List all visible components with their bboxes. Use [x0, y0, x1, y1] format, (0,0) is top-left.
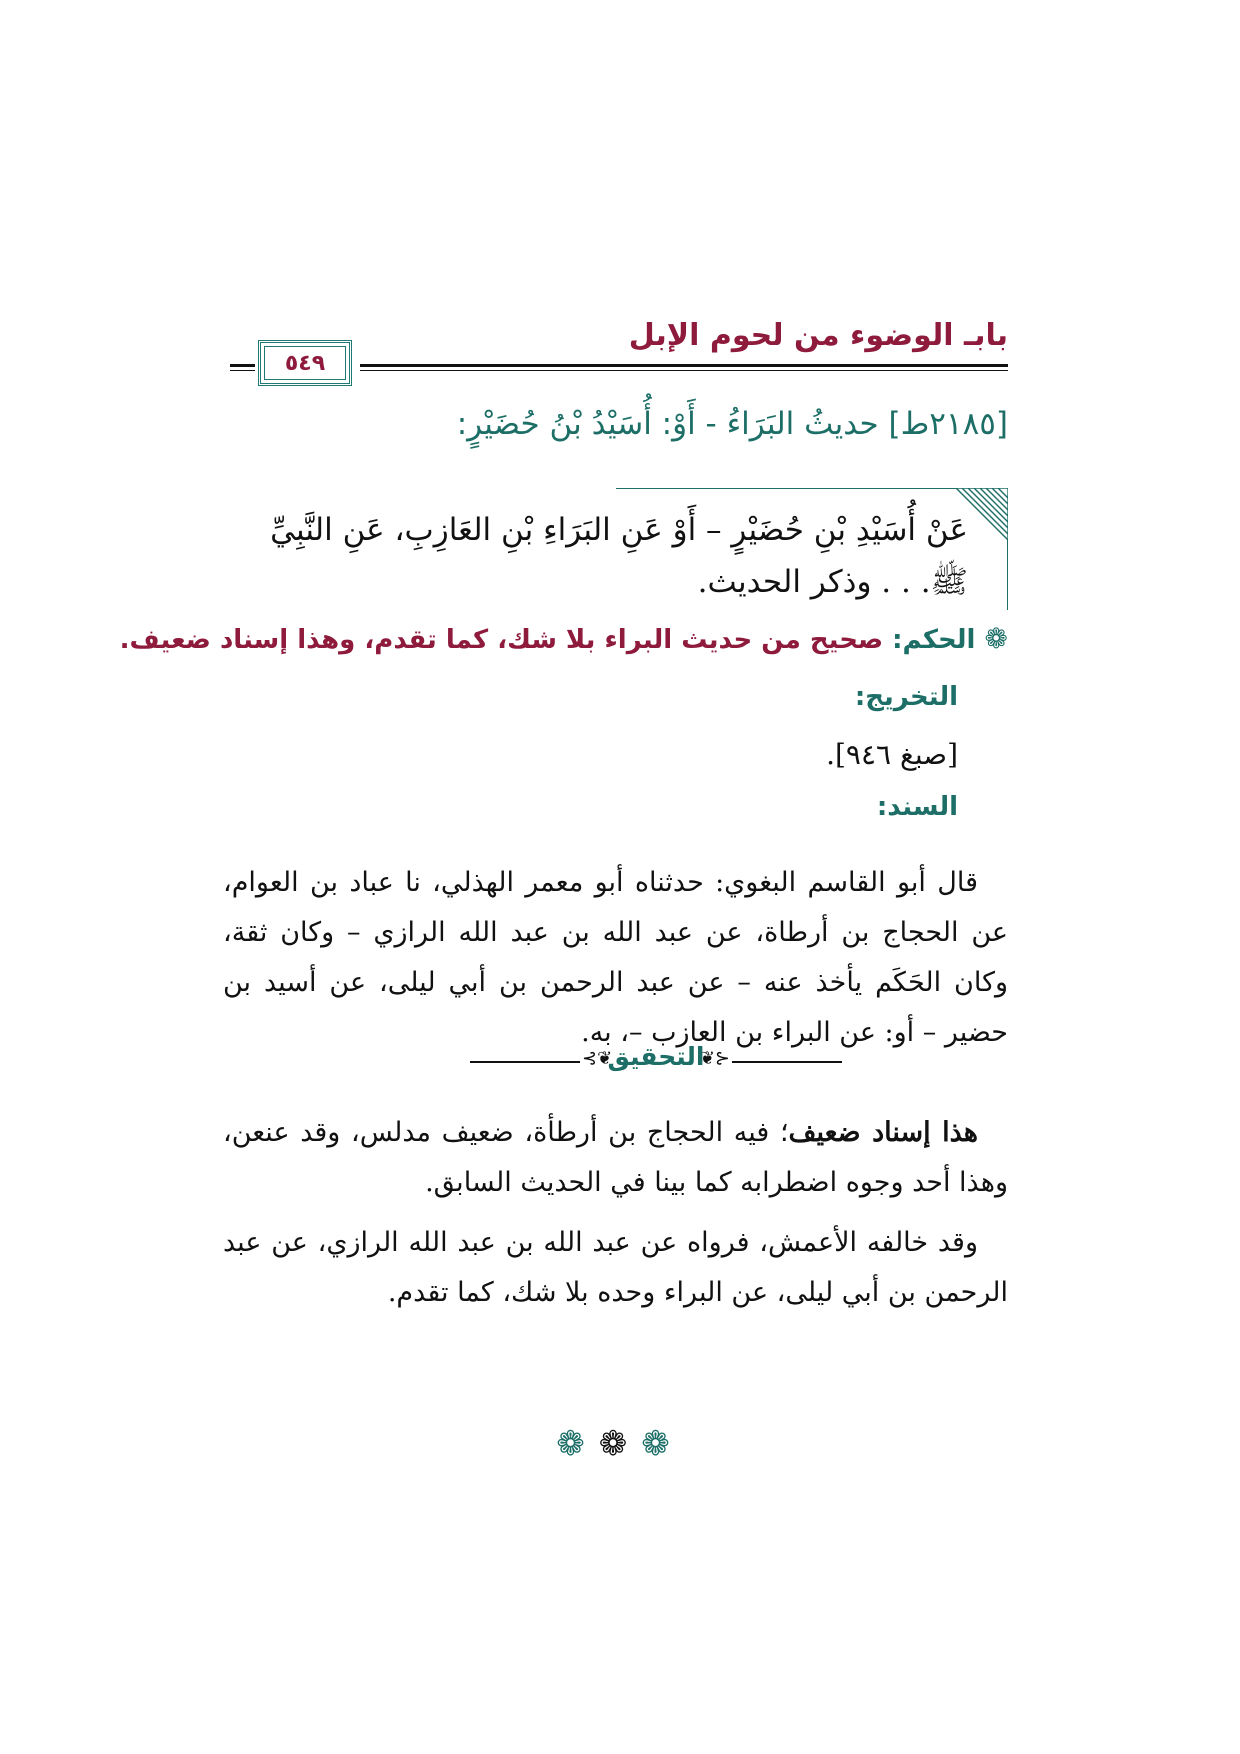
- hadith-heading-text: حديثُ البَرَاءُ - أَوْ: أُسَيْدُ بْنُ حُضَيْرٍ:: [456, 406, 879, 442]
- tahqiq-para2-text: وقد خالفه الأعمش، فرواه عن عبد الله بن عبد الله الرازي، عن عبد الرحمن بن أبي ليلى، عن البراء وحده بلا شك، كما تقدم.: [223, 1227, 1008, 1308]
- page-number: ٥٤٩: [264, 346, 346, 380]
- flower-icon: ❁: [984, 622, 1008, 655]
- header-rule-left-thin: [230, 370, 255, 371]
- chapter-title: بابـ الوضوء من لحوم الإبل: [628, 318, 1008, 353]
- scroll-ornament-icon: ⊰❦: [582, 1048, 613, 1069]
- hadith-box-side-line: [1007, 540, 1008, 610]
- hadith-number: [٢١٨٥ط]: [888, 406, 1008, 442]
- sanad-paragraph: [223, 858, 1008, 1058]
- flower-icon: ❁: [556, 1424, 599, 1464]
- tahqiq-paragraph-2: [223, 1218, 1008, 1318]
- tahqiq-para1-text: ؛ فيه الحجاج بن أرطأة، ضعيف مدلس، وقد عنعن، وهذا أحد وجوه اضطرابه كما بينا في الحديث السابق.: [223, 1117, 1008, 1198]
- takhrij-text: [صبغ ٩٤٦].: [826, 738, 958, 771]
- tahqiq-paragraph-1: [223, 1108, 1008, 1208]
- end-ornament: [0, 1424, 1240, 1464]
- flower-icon: ❁: [641, 1424, 684, 1464]
- header-rule-thin: [360, 370, 1008, 371]
- hadith-heading: [457, 406, 1008, 442]
- tahqiq-title: التحقيق: [607, 1042, 705, 1071]
- header-rule-left: [230, 364, 255, 367]
- ruling-line: [119, 622, 1008, 655]
- ruling-label: الحكم:: [892, 625, 976, 655]
- page-number-badge: [258, 340, 352, 386]
- tahqiq-bold-lead: هذا إسناد ضعيف: [788, 1117, 978, 1148]
- sanad-text: قال أبو القاسم البغوي: حدثناه أبو معمر الهذلي، نا عباد بن العوام، عن الحجاج بن أرطاة، عن عبد الله بن عبد الله الرازي – وكان ثقة، وكان الحَكَم يأخذ عنه – عن عبد الرحمن بن أبي ليلى، عن أسيد بن حضير – أو: عن البراء بن العازب –، به.: [223, 867, 1008, 1048]
- hadith-text: عَنْ أُسَيْدِ بْنِ حُضَيْرٍ – أَوْ عَنِ البَرَاءِ بْنِ العَازِبِ، عَنِ النَّبِيِّ ﷺ. . . وذكر الحديث.: [270, 512, 968, 600]
- header-rule: [360, 364, 1008, 367]
- scroll-ornament-icon: ❦⊱: [699, 1048, 730, 1069]
- flower-icon: ❁: [598, 1424, 642, 1464]
- tahqiq-divider: [470, 1044, 842, 1078]
- hadith-box-top-line: [616, 488, 956, 489]
- takhrij-label: التخريج:: [854, 682, 958, 712]
- sanad-label: السند:: [876, 792, 958, 822]
- ruling-text: صحيح من حديث البراء بلا شك، كما تقدم، وهذا إسناد ضعيف.: [119, 625, 884, 655]
